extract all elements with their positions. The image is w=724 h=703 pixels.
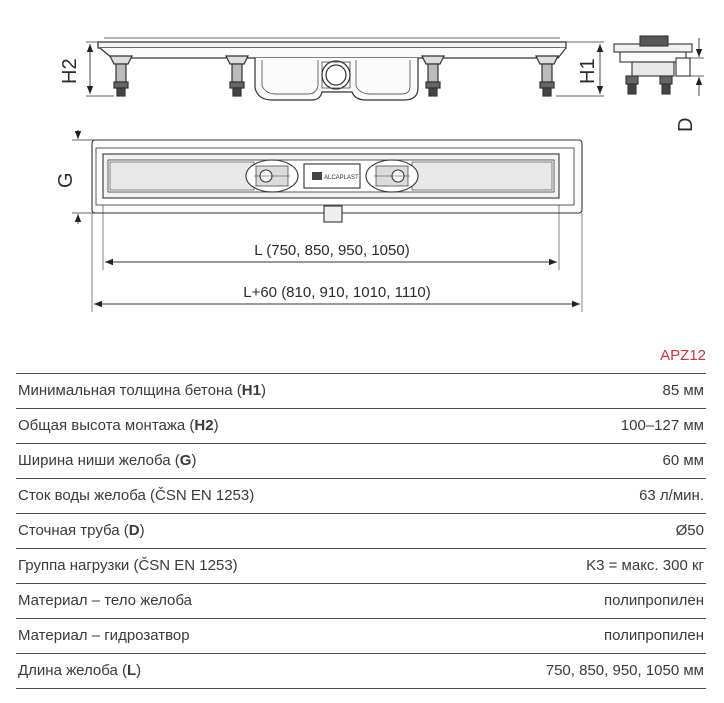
spec-value: K3 = макс. 300 кг — [586, 557, 704, 574]
spec-row — [16, 443, 706, 478]
spec-value: 60 мм — [662, 452, 704, 469]
spec-row — [16, 408, 706, 443]
leg-left-inner — [226, 56, 248, 96]
spec-symbol: H2 — [194, 417, 214, 434]
spec-symbol: G — [179, 452, 192, 469]
spec-row — [16, 583, 706, 618]
spec-rows — [16, 373, 706, 689]
spec-symbol: D — [128, 522, 140, 539]
spec-row — [16, 548, 706, 583]
spec-label — [18, 444, 196, 478]
spec-symbol: H1 — [241, 382, 261, 399]
spec-row — [16, 618, 706, 653]
spec-row — [16, 373, 706, 408]
spec-value: 100–127 мм — [620, 417, 704, 434]
g-label: G — [55, 172, 77, 188]
spec-label-text: Сток воды желоба (ČSN EN 1253) — [18, 487, 255, 504]
spec-label-text: Длина желоба ( — [18, 662, 127, 679]
spec-label — [18, 479, 254, 513]
leg-right-inner — [422, 56, 444, 96]
spec-label-text: Группа нагрузки (ČSN EN 1253) — [18, 557, 238, 574]
spec-value: полипропилен — [604, 627, 704, 644]
l60-label: L+60 (810, 910, 1010, 1110) — [243, 284, 431, 301]
spec-value: 85 мм — [662, 382, 704, 399]
spec-label-text: Материал – гидрозатвор — [18, 627, 190, 644]
spec-label-text: Минимальная толщина бетона ( — [18, 382, 242, 399]
spec-value: полипропилен — [604, 592, 704, 609]
brand-text: ALCAPLAST — [324, 175, 359, 181]
spec-value: Ø50 — [675, 522, 704, 539]
spec-label-suffix: ) — [136, 662, 142, 679]
spec-label-text: Сточная труба ( — [18, 522, 129, 539]
d-label: D — [675, 117, 697, 132]
spec-value: 750, 850, 950, 1050 мм — [545, 662, 704, 679]
spec-label — [18, 549, 238, 583]
h2-label: H2 — [59, 58, 81, 84]
spec-label — [18, 654, 141, 688]
spec-row — [16, 513, 706, 548]
spec-label-suffix: ) — [213, 417, 219, 434]
spec-label-suffix: ) — [260, 382, 266, 399]
technical-drawing — [0, 0, 724, 339]
h1-label: H1 — [577, 58, 599, 84]
spec-row — [16, 478, 706, 513]
spec-label — [18, 584, 192, 618]
spec-label — [18, 374, 266, 408]
model-code: APZ12 — [660, 347, 706, 364]
spec-table — [16, 339, 706, 689]
spec-label — [18, 409, 219, 443]
spec-label-text: Материал – тело желоба — [18, 592, 192, 609]
spec-symbol: L — [126, 662, 137, 679]
spec-label-suffix: ) — [191, 452, 197, 469]
leg-left-outer — [110, 56, 132, 96]
side-view — [86, 38, 604, 100]
spec-label — [18, 514, 145, 548]
spec-row — [16, 653, 706, 689]
end-view — [614, 36, 704, 96]
leg-right-outer — [536, 56, 558, 96]
spec-label-suffix: ) — [139, 522, 145, 539]
spec-label-text: Ширина ниши желоба ( — [18, 452, 180, 469]
spec-label-text: Общая высота монтажа ( — [18, 417, 195, 434]
l-label: L (750, 850, 950, 1050) — [254, 242, 410, 259]
spec-label — [18, 619, 190, 653]
spec-value: 63 л/мин. — [639, 487, 704, 504]
